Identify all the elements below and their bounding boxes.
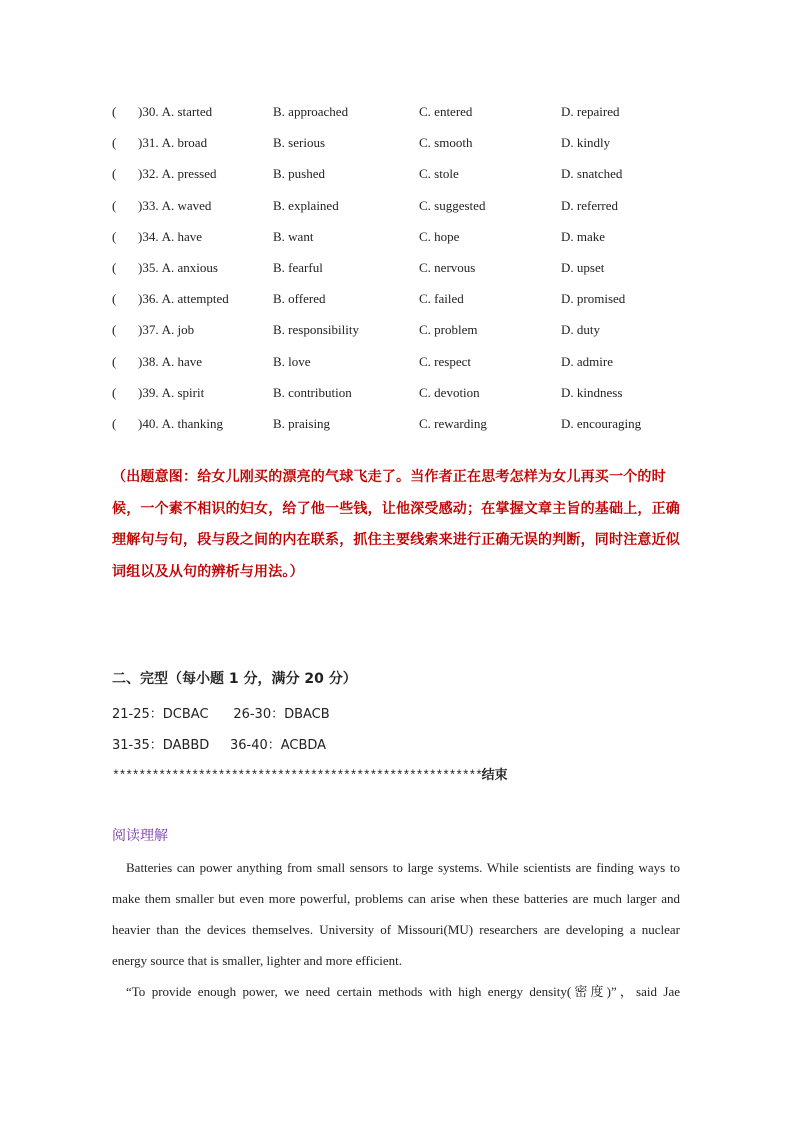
question-number: )37.: [138, 322, 159, 338]
option-b: B. serious: [273, 135, 325, 151]
option-b: B. contribution: [273, 384, 352, 400]
option-b: B. pushed: [273, 166, 325, 182]
option-a-text: A. spirit: [161, 384, 205, 400]
reading-paragraph-2: “To provide enough power, we need certain methods with high energy density(密度)”，said Jae: [126, 984, 680, 999]
section-title: 二、完型（每小题 1 分，满分 20 分）: [112, 671, 357, 687]
option-a-text: A. job: [161, 322, 195, 338]
option-c: C. respect: [419, 353, 471, 369]
question-row: [112, 164, 692, 184]
option-d: D. admire: [561, 353, 613, 369]
option-b: B. responsibility: [273, 322, 359, 338]
question-number: )31.: [138, 135, 159, 151]
option-a: [138, 102, 212, 122]
answer-paren: (: [112, 353, 117, 369]
option-c: C. smooth: [419, 135, 473, 151]
question-row: [112, 196, 692, 216]
option-d: D. kindness: [561, 384, 623, 400]
option-b: B. approached: [273, 104, 349, 119]
question-row: [112, 383, 692, 403]
answer-paren: (: [112, 384, 117, 400]
question-row: [112, 102, 692, 122]
question-number: )35.: [138, 260, 159, 275]
answer-paren: (: [112, 166, 117, 182]
option-a: [138, 289, 229, 309]
option-a-text: A. attempted: [161, 291, 229, 307]
option-b: B. explained: [273, 197, 339, 213]
question-intent-note: （出题意图：给女儿刚买的漂亮的气球飞走了。当作者正在思考怎样为女儿再买一个的时候，一个素不相识的妇女，给了他一些钱，让他深受感动；在掌握文章主旨的基础上，正确理解句与句，段与段之间的内在联系，抓住主要线索来进行正确无误的判断，同时注意近似词组以及从句的辨析与用法。）: [112, 469, 680, 580]
option-c: C. entered: [419, 104, 473, 119]
option-a-text: A. pressed: [161, 166, 217, 182]
question-row: [112, 133, 692, 153]
option-d: D. promised: [561, 291, 626, 307]
end-label: 结束: [481, 768, 508, 783]
answer-paren: (: [112, 291, 117, 307]
option-a-text: A. anxious: [161, 260, 218, 275]
option-d: D. repaired: [561, 104, 620, 119]
option-a: [138, 414, 223, 434]
question-number: )38.: [138, 353, 159, 369]
option-a: [138, 383, 204, 403]
answer-paren: (: [112, 228, 117, 244]
option-c: C. problem: [419, 322, 478, 338]
reading-paragraph-1: Batteries can power anything from small sensors to large systems. While scientists are finding ways to make them smaller but even more powerful, problems can arise when these batteries are much larger and heavier than the devices themselves. University of Missouri(MU) researchers are developing a nuclear energy source that is smaller, lighter and more efficient.: [112, 860, 680, 968]
option-d: D. kindly: [561, 135, 611, 151]
option-d: D. upset: [561, 260, 605, 275]
answer-paren: (: [112, 260, 117, 275]
option-a: [138, 352, 202, 372]
question-row: [112, 320, 692, 340]
option-d: D. snatched: [561, 166, 623, 182]
option-b: B. fearful: [273, 260, 323, 275]
answer-paren: (: [112, 104, 117, 119]
option-a: [138, 258, 218, 278]
star-divider: ********************************************************: [112, 768, 482, 783]
option-c: C. stole: [419, 166, 459, 182]
question-row: [112, 352, 692, 372]
option-a: [138, 227, 202, 247]
option-a-text: A. have: [161, 353, 203, 369]
answer-paren: (: [112, 416, 117, 431]
option-a: [138, 133, 207, 153]
question-row: [112, 227, 692, 247]
question-number: )36.: [138, 291, 159, 307]
option-c: C. rewarding: [419, 416, 487, 431]
option-c: C. hope: [419, 228, 460, 244]
option-a-text: A. waved: [161, 197, 212, 213]
option-d: D. duty: [561, 322, 600, 338]
answer-paren: (: [112, 197, 117, 213]
option-c: C. failed: [419, 291, 464, 307]
option-c: C. devotion: [419, 384, 480, 400]
option-a-text: A. broad: [161, 135, 208, 151]
option-d: D. encouraging: [561, 416, 642, 431]
option-a-text: A. started: [161, 104, 213, 119]
option-a: [138, 320, 194, 340]
option-d: D. make: [561, 228, 606, 244]
option-a-text: A. thanking: [161, 416, 223, 431]
option-b: B. want: [273, 228, 314, 244]
option-b: B. offered: [273, 291, 326, 307]
option-c: C. nervous: [419, 260, 476, 275]
answer-paren: (: [112, 322, 117, 338]
option-b: B. praising: [273, 416, 331, 431]
option-a-text: A. have: [161, 228, 203, 244]
question-number: )33.: [138, 197, 159, 213]
question-row: [112, 414, 692, 434]
question-number: )39.: [138, 384, 159, 400]
question-number: )34.: [138, 228, 159, 244]
question-number: )32.: [138, 166, 159, 182]
option-b: B. love: [273, 353, 311, 369]
option-a: [138, 196, 211, 216]
question-row: [112, 258, 692, 278]
option-c: C. suggested: [419, 197, 486, 213]
option-d: D. referred: [561, 197, 619, 213]
answer-line-2: 31-35：DABBD 36-40：ACBDA: [112, 738, 327, 753]
answer-paren: (: [112, 135, 117, 151]
end-marker: [112, 764, 508, 783]
option-a: [138, 164, 216, 184]
answer-line-1: 21-25：DCBAC 26-30：DBACB: [112, 707, 330, 722]
reading-title: 阅读理解: [112, 828, 168, 844]
question-number: )40.: [138, 416, 159, 431]
question-row: [112, 289, 692, 309]
question-number: )30.: [138, 104, 159, 119]
